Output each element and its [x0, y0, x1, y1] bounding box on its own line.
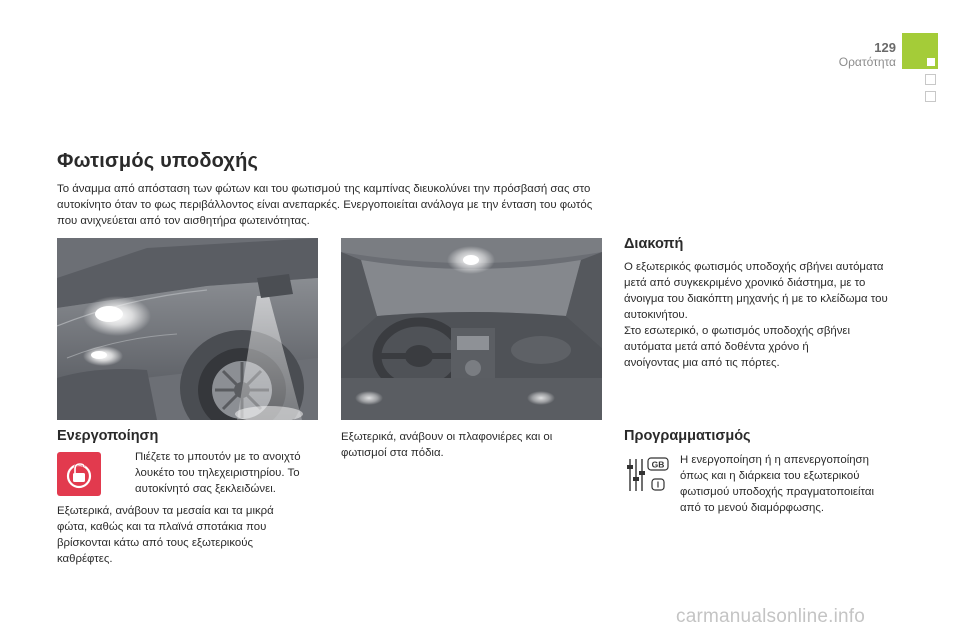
chapter-tab-marker — [925, 91, 936, 102]
exterior-lighting-photo — [57, 238, 318, 420]
interior-caption: Εξωτερικά, ανάβουν οι πλαφονιέρες και οι φωτισμοί στα πόδια. — [341, 431, 553, 459]
gb-label: GB — [651, 459, 665, 470]
shutoff-heading: Διακοπή — [624, 236, 684, 252]
chapter-tab — [902, 33, 938, 69]
programming-heading: Προγραμματισμός — [624, 428, 751, 444]
chapter-tab-marker — [925, 74, 936, 85]
activation-note: Εξωτερικά, ανάβουν τα μεσαία και τα μικρά φώτα, καθώς και τα πλαϊνά σποτάκια που βρίσκονται κάτω από τους εξωτερικούς καθρέφτες. — [57, 505, 274, 565]
activation-step: Πιέζετε το μπουτόν με το ανοιχτό λουκέτο του τηλεχειριστηρίου. Το αυτοκίνητό σας ξεκλειδώνει. — [135, 451, 301, 495]
watermark: carmanualsonline.info — [676, 606, 866, 627]
settings-menu-icon — [624, 455, 670, 495]
activation-heading: Ενεργοποίηση — [57, 428, 159, 444]
section-label: Ορατότητα — [838, 55, 896, 69]
info-label: I — [656, 480, 660, 490]
page-title: Φωτισμός υποδοχής — [57, 150, 259, 172]
programming-text: Η ενεργοποίηση ή η απενεργοποίηση όπως και η διάρκεια του εξωτερικού φωτισμού υποδοχής πραγματοποιείται από το μενού διαμόρφωσης. — [680, 454, 874, 514]
intro-paragraph: Το άναμμα από απόσταση των φώτων και του φωτισμού της καμπίνας διευκολύνει την πρόσβασή σας στο αυτοκίνητο όταν το φως περιβάλλοντος είναι ανεπαρκές. Ενεργοποιείται ανάλογα με την ένταση του φωτός που ανιχνεύεται από τον αισθητήρα φωτεινότητας. — [57, 183, 593, 227]
shutoff-text-1: Ο εξωτερικός φωτισμός υποδοχής σβήνει αυτόματα μετά από συγκεκριμένο χρονικό διάστημα, με το άνοιγμα του διακόπτη μηχανής ή με το κλείδωμα του αυτοκινήτου. — [624, 261, 888, 321]
page-number: 129 — [874, 40, 896, 55]
shutoff-text-2: Στο εσωτερικό, ο φωτισμός υποδοχής σβήνει αυτόματα μετά από δοθέντα χρόνο ή ανοίγοντας μια από τις πόρτες. — [624, 325, 851, 369]
unlock-icon — [57, 452, 101, 496]
interior-lighting-photo — [341, 238, 602, 420]
